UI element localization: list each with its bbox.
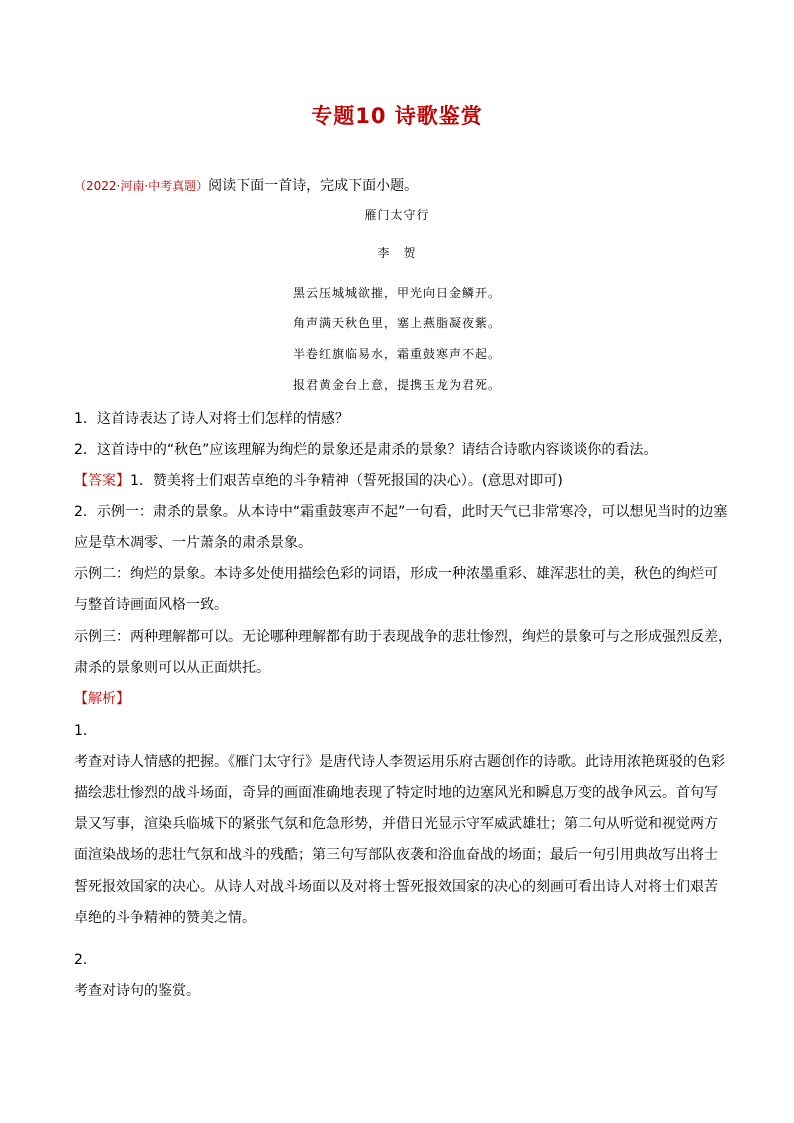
poem-author: 李 贺 xyxy=(377,246,417,260)
page-title: 专题10 诗歌鉴赏 xyxy=(311,104,483,128)
analysis-1-line-6: 卓绝的斗争精神的赞美之情。 xyxy=(74,910,256,926)
analysis-2-line-1: 考查对诗句的鉴赏。 xyxy=(74,983,200,999)
poem-line-4: 报君黄金台上意，提携玉龙为君死。 xyxy=(292,378,501,392)
analysis-1-line-4: 面渲染战场的悲壮气氛和战斗的残酷；第三句写部队夜袭和浴血奋战的场面；最后一句引用典故写出将士 xyxy=(74,847,718,863)
question-2: 2．这首诗中的“秋色”应该理解为绚烂的景象还是肃杀的景象？请结合诗歌内容谈谈你的看法。 xyxy=(74,442,658,458)
analysis-num-1: 1． xyxy=(74,723,97,739)
analysis-1-line-2: 描绘悲壮惨烈的战斗场面，奇异的画面准确地表现了特定时地的边塞风光和瞬息万变的战争风云。首句写 xyxy=(74,785,718,801)
example-3-line-2: 肃杀的景象则可以从正面烘托。 xyxy=(74,660,270,676)
analysis-label: 【解析】 xyxy=(74,691,130,707)
analysis-num-2: 2． xyxy=(74,952,97,968)
poem-line-1: 黑云压城城欲摧，甲光向日金鳞开。 xyxy=(292,286,501,300)
example-2-line-2: 与整首诗画面风格一致。 xyxy=(74,597,228,613)
answer-2-line-2: 应是草木凋零、一片萧条的肃杀景象。 xyxy=(74,535,312,551)
analysis-1-line-5: 誓死报效国家的决心。从诗人对战斗场面以及对将士誓死报效国家的决心的刻画可看出诗人对将士们艰苦 xyxy=(74,879,718,895)
answer-1-text: 1．赞美将士们艰苦卓绝的斗争精神（誓死报国的决心）。(意思对即可) xyxy=(130,473,563,489)
example-2-line-1: 示例二：绚烂的景象。本诗多处使用描绘色彩的词语，形成一种浓墨重彩、雄浑悲壮的美，秋色的绚烂可 xyxy=(74,566,718,582)
answer-label: 【答案】 xyxy=(74,473,130,489)
source-tag: （2022·河南·中考真题） xyxy=(74,179,209,193)
answer-1 xyxy=(74,471,724,491)
analysis-1-line-3: 景又写事，渲染兵临城下的紧张气氛和危急形势，并借日光显示守军威武雄壮；第二句从听觉和视觉两方 xyxy=(74,816,718,832)
question-intro xyxy=(74,176,724,196)
analysis-1-line-1: 考查对诗人情感的把握。《雁门太守行》是唐代诗人李贺运用乐府古题创作的诗歌。此诗用浓艳斑驳的色彩 xyxy=(74,754,725,770)
question-1: 1．这首诗表达了诗人对将士们怎样的情感？ xyxy=(74,411,349,427)
poem-line-2: 角声满天秋色里，塞上燕脂凝夜紫。 xyxy=(292,316,501,330)
instruction-text: 阅读下面一首诗，完成下面小题。 xyxy=(208,178,419,194)
example-3-line-1: 示例三：两种理解都可以。无论哪种理解都有助于表现战争的悲壮惨烈，绚烂的景象可与之形成强烈反差， xyxy=(74,629,732,645)
poem-title: 雁门太守行 xyxy=(364,208,430,222)
poem-line-3: 半卷红旗临易水，霜重鼓寒声不起。 xyxy=(292,347,501,361)
answer-2-line-1: 2．示例一：肃杀的景象。从本诗中“霜重鼓寒声不起”一句看，此时天气已非常寒冷，可以想见当时的边塞 xyxy=(74,504,728,520)
